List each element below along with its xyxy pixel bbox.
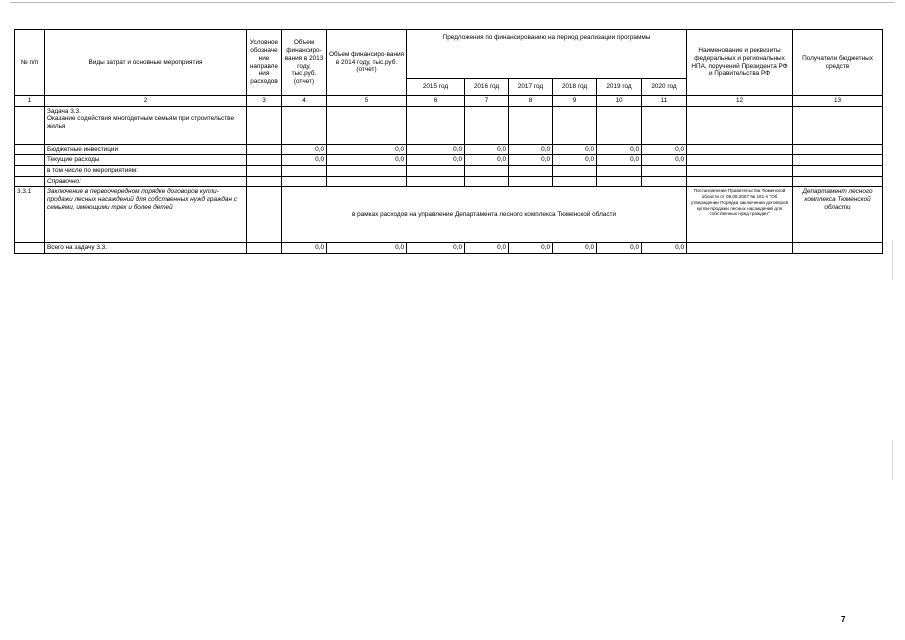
task-subtitle: Оказание содействия многодетным семьям при строительстве жилья <box>47 115 235 131</box>
task-cell <box>45 106 247 144</box>
value-cell: 0,0 <box>642 144 687 155</box>
column-number: 9 <box>553 96 597 107</box>
column-number: 10 <box>597 96 642 107</box>
total-value: 0,0 <box>407 243 465 254</box>
total-value: 0,0 <box>465 243 509 254</box>
top-edge-line <box>10 2 895 3</box>
value-cell: 0,0 <box>327 155 407 166</box>
value-cell: 0,0 <box>282 144 327 155</box>
table-row <box>15 155 883 166</box>
column-numbers-row <box>15 96 883 107</box>
column-number: 5 <box>327 96 407 107</box>
total-value: 0,0 <box>282 243 327 254</box>
value-cell: 0,0 <box>509 155 553 166</box>
total-value: 0,0 <box>327 243 407 254</box>
task-row <box>15 106 883 144</box>
total-value: 0,0 <box>553 243 597 254</box>
column-number: 1 <box>15 96 45 107</box>
header-num: № п/п <box>15 30 45 96</box>
financing-table <box>14 29 883 254</box>
header-row <box>15 30 883 79</box>
page-number: 7 <box>841 615 846 624</box>
total-value: 0,0 <box>597 243 642 254</box>
task-title: Задача 3.3. <box>47 107 81 115</box>
header-year: 2017 год <box>509 79 553 96</box>
header-npa: Наименование и реквизиты федеральных и региональных НПА, поручений Президента РФ и Правительства РФ <box>687 30 793 96</box>
measure-note: в рамках расходов на управление Департамента лесного комплекса Тюменской области <box>282 187 687 243</box>
value-cell: 0,0 <box>553 144 597 155</box>
including-label: в том числе по мероприятиям: <box>45 166 247 177</box>
value-cell: 0,0 <box>407 155 465 166</box>
total-label: Всего на задачу 3.3. <box>45 243 247 254</box>
column-number: 6 <box>407 96 465 107</box>
header-year: 2018 год <box>553 79 597 96</box>
header-year: 2016 год <box>465 79 509 96</box>
header-2013: Объем финансиро-вания в 2013 году, тыс.руб. (отчет) <box>282 30 327 96</box>
header-year: 2019 год <box>597 79 642 96</box>
table-row <box>15 144 883 155</box>
column-number: 4 <box>282 96 327 107</box>
value-cell: 0,0 <box>509 144 553 155</box>
value-cell: 0,0 <box>597 155 642 166</box>
measure-recipient: Департамент лесного комплекса Тюменской области <box>793 187 883 243</box>
value-cell: 0,0 <box>407 144 465 155</box>
header-year: 2020 год <box>642 79 687 96</box>
header-types: Виды затрат и основные мероприятия <box>45 30 247 96</box>
column-number: 12 <box>687 96 793 107</box>
value-cell: 0,0 <box>642 155 687 166</box>
row-label: Бюджетные инвестиции <box>45 144 247 155</box>
measure-npa: Постановление Правительства Тюменской области от 06.08.2007 № 181-п "Об утверждении Порядка заключения договоров купли-продажи лесных насаждений для собственных нужд граждан" <box>687 187 793 243</box>
value-cell: 0,0 <box>282 155 327 166</box>
measure-number: 3.3.1 <box>15 187 45 243</box>
column-number: 7 <box>465 96 509 107</box>
column-number: 8 <box>509 96 553 107</box>
scan-margin-mark <box>892 240 893 280</box>
total-value: 0,0 <box>642 243 687 254</box>
table-row <box>15 166 883 177</box>
row-label: Текущие расходы <box>45 155 247 166</box>
measure-row <box>15 187 883 243</box>
column-number: 11 <box>642 96 687 107</box>
table-row <box>15 176 883 187</box>
value-cell: 0,0 <box>327 144 407 155</box>
value-cell: 0,0 <box>597 144 642 155</box>
header-2014: Объем финансиро-вания в 2014 году, тыс.руб. (отчет) <box>327 30 407 96</box>
scan-margin-mark <box>892 440 893 480</box>
header-proposals: Предложения по финансированию на период реализации программы <box>407 30 687 79</box>
column-number: 3 <box>247 96 282 107</box>
measure-text: Заключение в первоочередном порядке договоров купли-продажи лесных насаждений для собственных нужд граждан с семьями, имеющими трех и более детей <box>45 187 247 243</box>
header-symbol: Условное обозначение направления расходов <box>247 30 282 96</box>
total-row <box>15 243 883 254</box>
value-cell: 0,0 <box>553 155 597 166</box>
column-number: 2 <box>45 96 247 107</box>
value-cell: 0,0 <box>465 144 509 155</box>
header-recipients: Получатели бюджетных средств <box>793 30 883 96</box>
column-number: 13 <box>793 96 883 107</box>
total-value: 0,0 <box>509 243 553 254</box>
value-cell: 0,0 <box>465 155 509 166</box>
header-year: 2015 год <box>407 79 465 96</box>
reference-label: Справочно: <box>45 176 247 187</box>
